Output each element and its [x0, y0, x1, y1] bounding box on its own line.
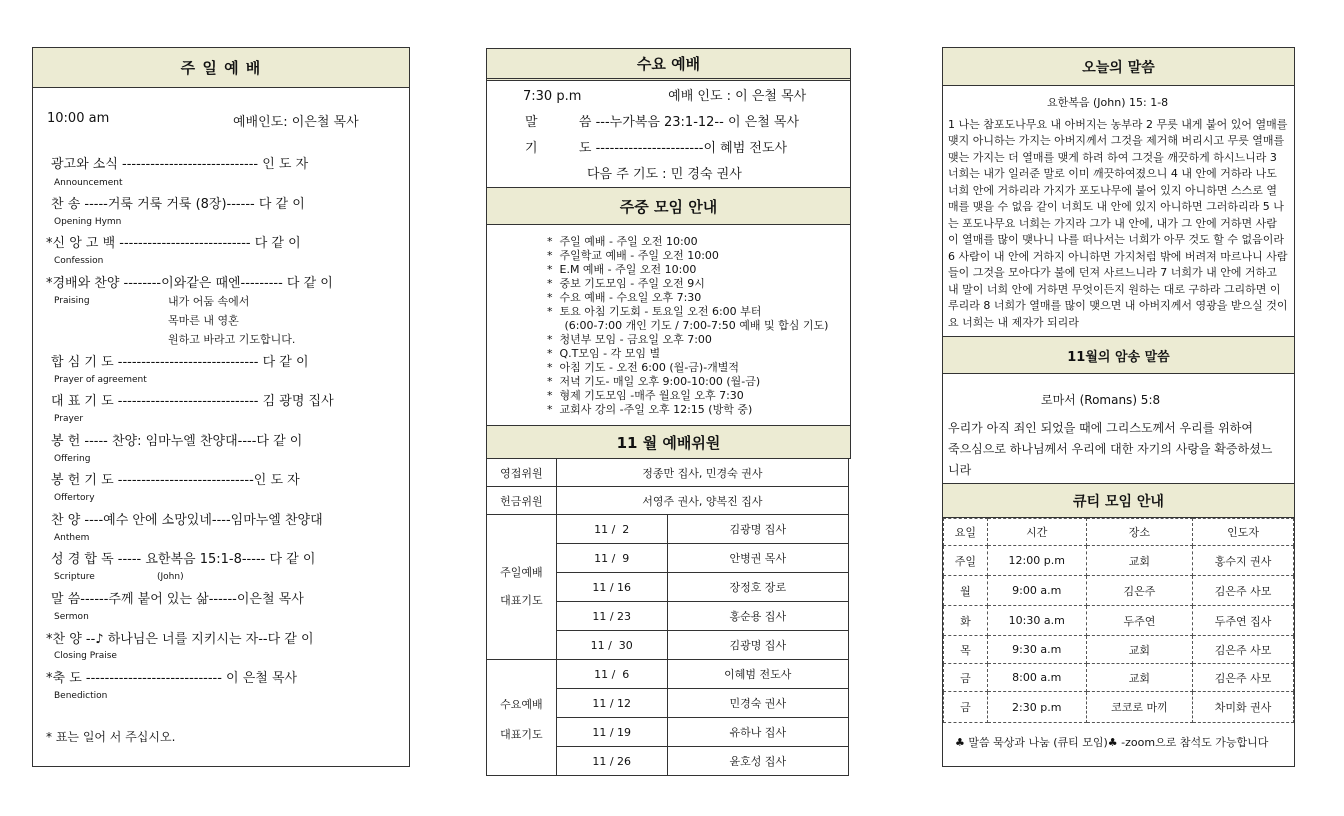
committee-names: 정종만 집사, 민경숙 권사	[556, 459, 848, 487]
qt-cell: 코코로 마끼	[1086, 692, 1193, 723]
praising-line: 원하고 바라고 기도합니다.	[168, 333, 296, 346]
prayer-name: 안병권 목사	[667, 544, 848, 573]
weekly-item: * Q.T모임 - 각 모임 별	[547, 347, 661, 360]
right-panel	[942, 47, 1295, 767]
qt-cell: 교회	[1086, 664, 1193, 692]
weekly-item: * 주일학교 예배 - 주일 오전 10:00	[547, 249, 719, 262]
wednesday-line: 기 도 -----------------------이 혜범 전도사	[525, 141, 788, 156]
weekly-meetings-title: 주중 모임 안내	[487, 188, 850, 225]
verse-line: 6 사람이 내 안에 거하지 아니하면 가지처럼 밖에 버려져 마르나니 사람	[948, 250, 1288, 263]
prayer-date: 11 / 16	[556, 573, 667, 602]
weekly-item: (6:00-7:00 개인 기도 / 7:00-7:50 예배 및 합심 기도)	[547, 319, 829, 332]
order-item-en: Anthem	[54, 533, 90, 543]
order-item-en: Prayer	[54, 414, 84, 424]
qt-title: 큐티 모임 안내	[943, 483, 1294, 518]
qt-cell: 10:30 a.m	[987, 606, 1086, 636]
prayer-name: 홍순용 집사	[667, 602, 848, 631]
label-line: 수요예배	[500, 698, 543, 711]
order-item-ko: 대 표 기 도 ------------------------------ 김 광명 집사	[51, 394, 334, 409]
order-item-en: Confession	[54, 256, 104, 266]
wednesday-service-section	[486, 48, 851, 188]
order-item-en: Offertory	[54, 493, 95, 503]
memory-verse-line: 우리가 아직 죄인 되었을 때에 그리스도께서 우리를 위하여	[948, 421, 1253, 435]
verse-line: 너희는 내가 일러준 말로 이미 깨끗하여졌으니 4 내 안에 거하라 나도	[948, 167, 1277, 180]
qt-cell: 교회	[1086, 636, 1193, 664]
order-item-en: Prayer of agreement	[54, 375, 147, 385]
qt-note: ♣ 말씀 묵상과 나눔 (큐티 모임)♣ -zoom으로 참석도 가능합니다	[955, 736, 1269, 749]
prayer-date: 11 / 6	[556, 660, 667, 689]
prayer-name: 장정호 장로	[667, 573, 848, 602]
prayer-date: 11 / 23	[556, 602, 667, 631]
weekly-item: * 형제 기도모임 -매주 월요일 오후 7:30	[547, 389, 744, 402]
todays-word-title: 오늘의 말씀	[943, 48, 1294, 86]
verse-line: 요 너희는 내 제자가 되리라	[948, 316, 1079, 329]
prayer-date: 11 / 9	[556, 544, 667, 573]
qt-cell: 두주연	[1086, 606, 1193, 636]
memory-verse-reference: 로마서 (Romans) 5:8	[1041, 393, 1161, 407]
service-time: 10:00 am	[47, 111, 110, 126]
weekly-meetings-section	[486, 188, 851, 426]
qt-header: 장소	[1086, 519, 1193, 546]
wednesday-line: 7:30 p.m 예배 인도 : 이 은철 목사	[523, 89, 807, 104]
verse-line: 맺는 가지는 더 열매를 맺게 하려 하여 그것을 깨끗하게 하시느니라 3	[948, 151, 1277, 164]
verse-line: 내 말이 너희 안에 거하면 무엇이든지 원하는 대로 구하라 그리하면 이	[948, 283, 1281, 296]
qt-cell: 김은주	[1086, 576, 1193, 606]
verse-line: 매를 맺을 수 없음 같이 너희도 내 안에 있지 아니하면 그러하리라 5 나	[948, 200, 1284, 213]
label-line: 대표기도	[500, 594, 543, 607]
weekly-item: * 아침 기도 - 오전 6:00 (월-금)-개별적	[547, 361, 740, 374]
qt-cell: 8:00 a.m	[987, 664, 1086, 692]
order-item-ko: 말 씀------주께 붙어 있는 삶------이은철 목사	[51, 592, 304, 607]
weekly-item: * 교회사 강의 -주일 오후 12:15 (방학 중)	[547, 403, 753, 416]
qt-header: 인도자	[1193, 519, 1294, 546]
qt-cell: 12:00 p.m	[987, 546, 1086, 576]
wednesday-prayer-label	[487, 660, 557, 776]
order-item-ko: 성 경 합 독 ----- 요한복음 15:1-8----- 다 같 이	[51, 552, 316, 567]
qt-cell: 교회	[1086, 546, 1193, 576]
memory-verse-line: 죽으심으로 하나님께서 우리에 대한 자기의 사랑을 확증하셨느	[948, 442, 1273, 456]
weekly-item: * 중보 기도모임 - 주일 오전 9시	[547, 277, 705, 290]
qt-cell: 금	[944, 664, 988, 692]
sunday-service-panel	[32, 47, 410, 767]
standing-footnote: * 표는 일어 서 주십시오.	[46, 730, 176, 744]
order-item-ko: *찬 양 --♪ 하나님은 너를 지키시는 자--다 같 이	[46, 632, 314, 647]
sunday-prayer-label	[487, 515, 557, 660]
label-line: 주일예배	[500, 566, 543, 579]
prayer-name: 윤호성 집사	[667, 747, 848, 776]
order-item-ko: 봉 헌 ----- 찬양: 임마누엘 찬양대----다 같 이	[51, 434, 303, 449]
committee-title: 11 월 예배위원	[486, 426, 851, 459]
order-item-en: Closing Praise	[54, 651, 117, 661]
verse-line: 너희 안에 거하리라 가지가 포도나무에 붙어 있지 아니하면 스스로 열	[948, 184, 1277, 197]
qt-cell: 월	[944, 576, 988, 606]
weekly-item: * 토요 아침 기도회 - 토요일 오전 6:00 부터	[547, 305, 762, 318]
verse-line: 루리라 8 너희가 열매를 많이 맺으면 내 아버지께서 영광을 받으실 것이	[948, 299, 1288, 312]
qt-cell: 김은주 사모	[1193, 664, 1294, 692]
qt-cell: 화	[944, 606, 988, 636]
verse-line: 맺지 아니하는 가지는 아버지께서 그것을 제거해 버리시고 무릇 열매를	[948, 134, 1285, 147]
order-item-en: Opening Hymn	[54, 217, 122, 227]
wednesday-line: 말 씀 ---누가복음 23:1-12-- 이 은철 목사	[525, 115, 800, 130]
qt-cell: 차미화 권사	[1193, 692, 1294, 723]
order-item-ko: 광고와 소식 ----------------------------- 인 도 자	[51, 157, 309, 172]
verse-line: 들이 그것을 모아다가 불에 던져 사르느니라 7 너희가 내 안에 거하고	[948, 266, 1277, 279]
qt-cell: 주일	[944, 546, 988, 576]
qt-cell: 홍수지 권사	[1193, 546, 1294, 576]
praising-line: 내가 어둠 속에서	[168, 295, 250, 308]
scripture-note: (John)	[157, 572, 184, 582]
middle-panel	[486, 48, 851, 773]
wednesday-service-title: 수요 예배	[487, 49, 850, 81]
qt-cell: 두주연 집사	[1193, 606, 1294, 636]
prayer-date: 11 / 2	[556, 515, 667, 544]
qt-header: 요일	[944, 519, 988, 546]
prayer-date: 11 / 12	[556, 689, 667, 718]
prayer-name: 김광명 집사	[667, 515, 848, 544]
order-item-en: Sermon	[54, 612, 89, 622]
qt-cell: 김은주 사모	[1193, 576, 1294, 606]
prayer-name: 이혜범 전도사	[667, 660, 848, 689]
prayer-date: 11 / 19	[556, 718, 667, 747]
sunday-service-title: 주 일 예 배	[33, 48, 409, 88]
order-item-en: Benediction	[54, 691, 108, 701]
weekly-item: * 저녁 기도- 매일 오후 9:00-10:00 (월-금)	[547, 375, 761, 388]
qt-header: 시간	[987, 519, 1086, 546]
weekly-item: * 청년부 모임 - 금요일 오후 7:00	[547, 333, 712, 346]
order-item-en: Announcement	[54, 178, 123, 188]
memory-verse-title: 11월의 암송 말씀	[943, 336, 1294, 374]
qt-cell: 목	[944, 636, 988, 664]
praising-line: 목마른 내 영혼	[168, 314, 239, 327]
order-item-en: Scripture	[54, 572, 95, 582]
label-line: 대표기도	[500, 728, 543, 741]
order-item-ko: 봉 헌 기 도 -----------------------------인 도 자	[51, 473, 300, 488]
qt-cell: 9:00 a.m	[987, 576, 1086, 606]
weekly-item: * E.M 예배 - 주일 오전 10:00	[547, 263, 697, 276]
order-item-ko: 찬 송 -----거룩 거룩 거룩 (8장)------ 다 같 이	[51, 197, 305, 212]
qt-cell: 9:30 a.m	[987, 636, 1086, 664]
order-item-ko: *축 도 ----------------------------- 이 은철 목사	[46, 671, 298, 686]
order-item-ko: *신 앙 고 백 ---------------------------- 다 같 이	[46, 236, 301, 251]
qt-cell: 김은주 사모	[1193, 636, 1294, 664]
weekly-item: * 수요 예배 - 수요일 오후 7:30	[547, 291, 702, 304]
qt-cell: 금	[944, 692, 988, 723]
order-item-en: Offering	[54, 454, 91, 464]
memory-verse-line: 니라	[948, 463, 972, 477]
wednesday-line: 다음 주 기도 : 민 경숙 권사	[587, 167, 742, 182]
prayer-name: 김광명 집사	[667, 631, 848, 660]
order-item-ko: 찬 양 ----예수 안에 소망있네----임마누엘 찬양대	[51, 513, 323, 528]
committee-role: 영접위원	[487, 459, 557, 487]
service-leader: 예배인도: 이은철 목사	[233, 115, 359, 130]
qt-schedule-table	[943, 518, 1294, 723]
prayer-date: 11 / 26	[556, 747, 667, 776]
order-item-en: Praising	[54, 296, 90, 306]
weekly-item: * 주일 예배 - 주일 오전 10:00	[547, 235, 698, 248]
committee-role: 헌금위원	[487, 487, 557, 515]
prayer-name: 민경숙 권사	[667, 689, 848, 718]
order-item-ko: *경배와 찬양 --------이와같은 때엔--------- 다 같 이	[46, 276, 333, 291]
prayer-name: 유하나 집사	[667, 718, 848, 747]
committee-table	[486, 458, 849, 776]
prayer-date: 11 / 30	[556, 631, 667, 660]
verse-line: 는 포도나무요 너희는 가지라 그가 내 안에, 내가 그 안에 거하면 사람	[948, 217, 1277, 230]
verse-line: 1 나는 참포도나무요 내 아버지는 농부라 2 무릇 내게 붙어 있어 열매를	[948, 118, 1288, 131]
qt-cell: 2:30 p.m	[987, 692, 1086, 723]
order-item-ko: 합 심 기 도 ------------------------------ 다 같 이	[51, 355, 309, 370]
committee-names: 서영주 권사, 양복진 집사	[556, 487, 848, 515]
verse-line: 이 열매를 많이 맺나니 나를 떠나서는 너희가 아무 것도 할 수 없음이라	[948, 233, 1284, 246]
todays-word-reference: 요한복음 (John) 15: 1-8	[1047, 96, 1169, 109]
